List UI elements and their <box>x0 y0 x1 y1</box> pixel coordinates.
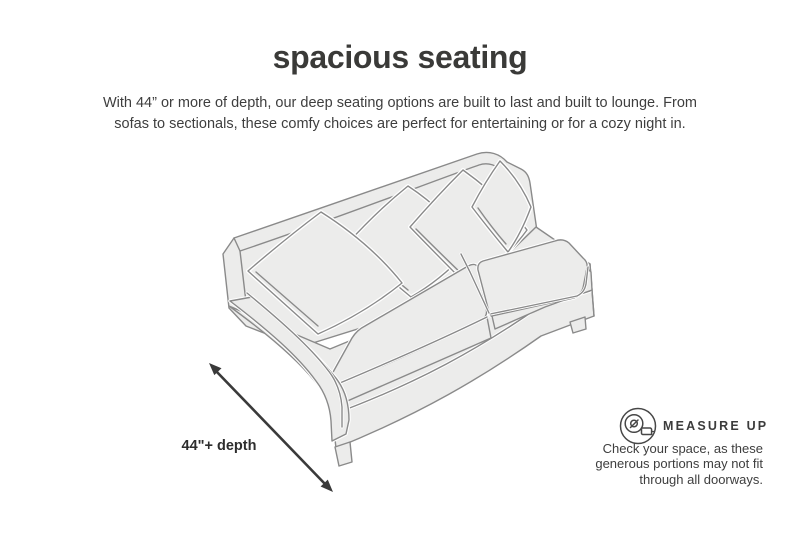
measure-up-heading: MEASURE UP <box>663 419 769 433</box>
sofa-foot-front <box>335 442 352 466</box>
measure-up-note-line-3: through all doorways. <box>639 471 763 487</box>
intro-line-1: With 44” or more of depth, our deep seating options are built to last and built to lounge. From <box>102 95 698 111</box>
sofa-illustration <box>223 152 594 466</box>
measure-up-note-line-2: generous portions may not fit <box>595 456 763 472</box>
intro-line-2: sofas to sectionals, these comfy choices are perfect for entertaining or for a cozy night in. <box>114 116 686 132</box>
depth-arrow <box>209 363 333 492</box>
measure-up-note-line-1: Check your space, as these <box>602 441 763 456</box>
dimension-label: 44"+ depth <box>181 438 257 454</box>
page-title: spacious seating <box>272 39 528 75</box>
tape-measure-icon <box>621 409 656 444</box>
measure-up-note <box>533 441 763 487</box>
